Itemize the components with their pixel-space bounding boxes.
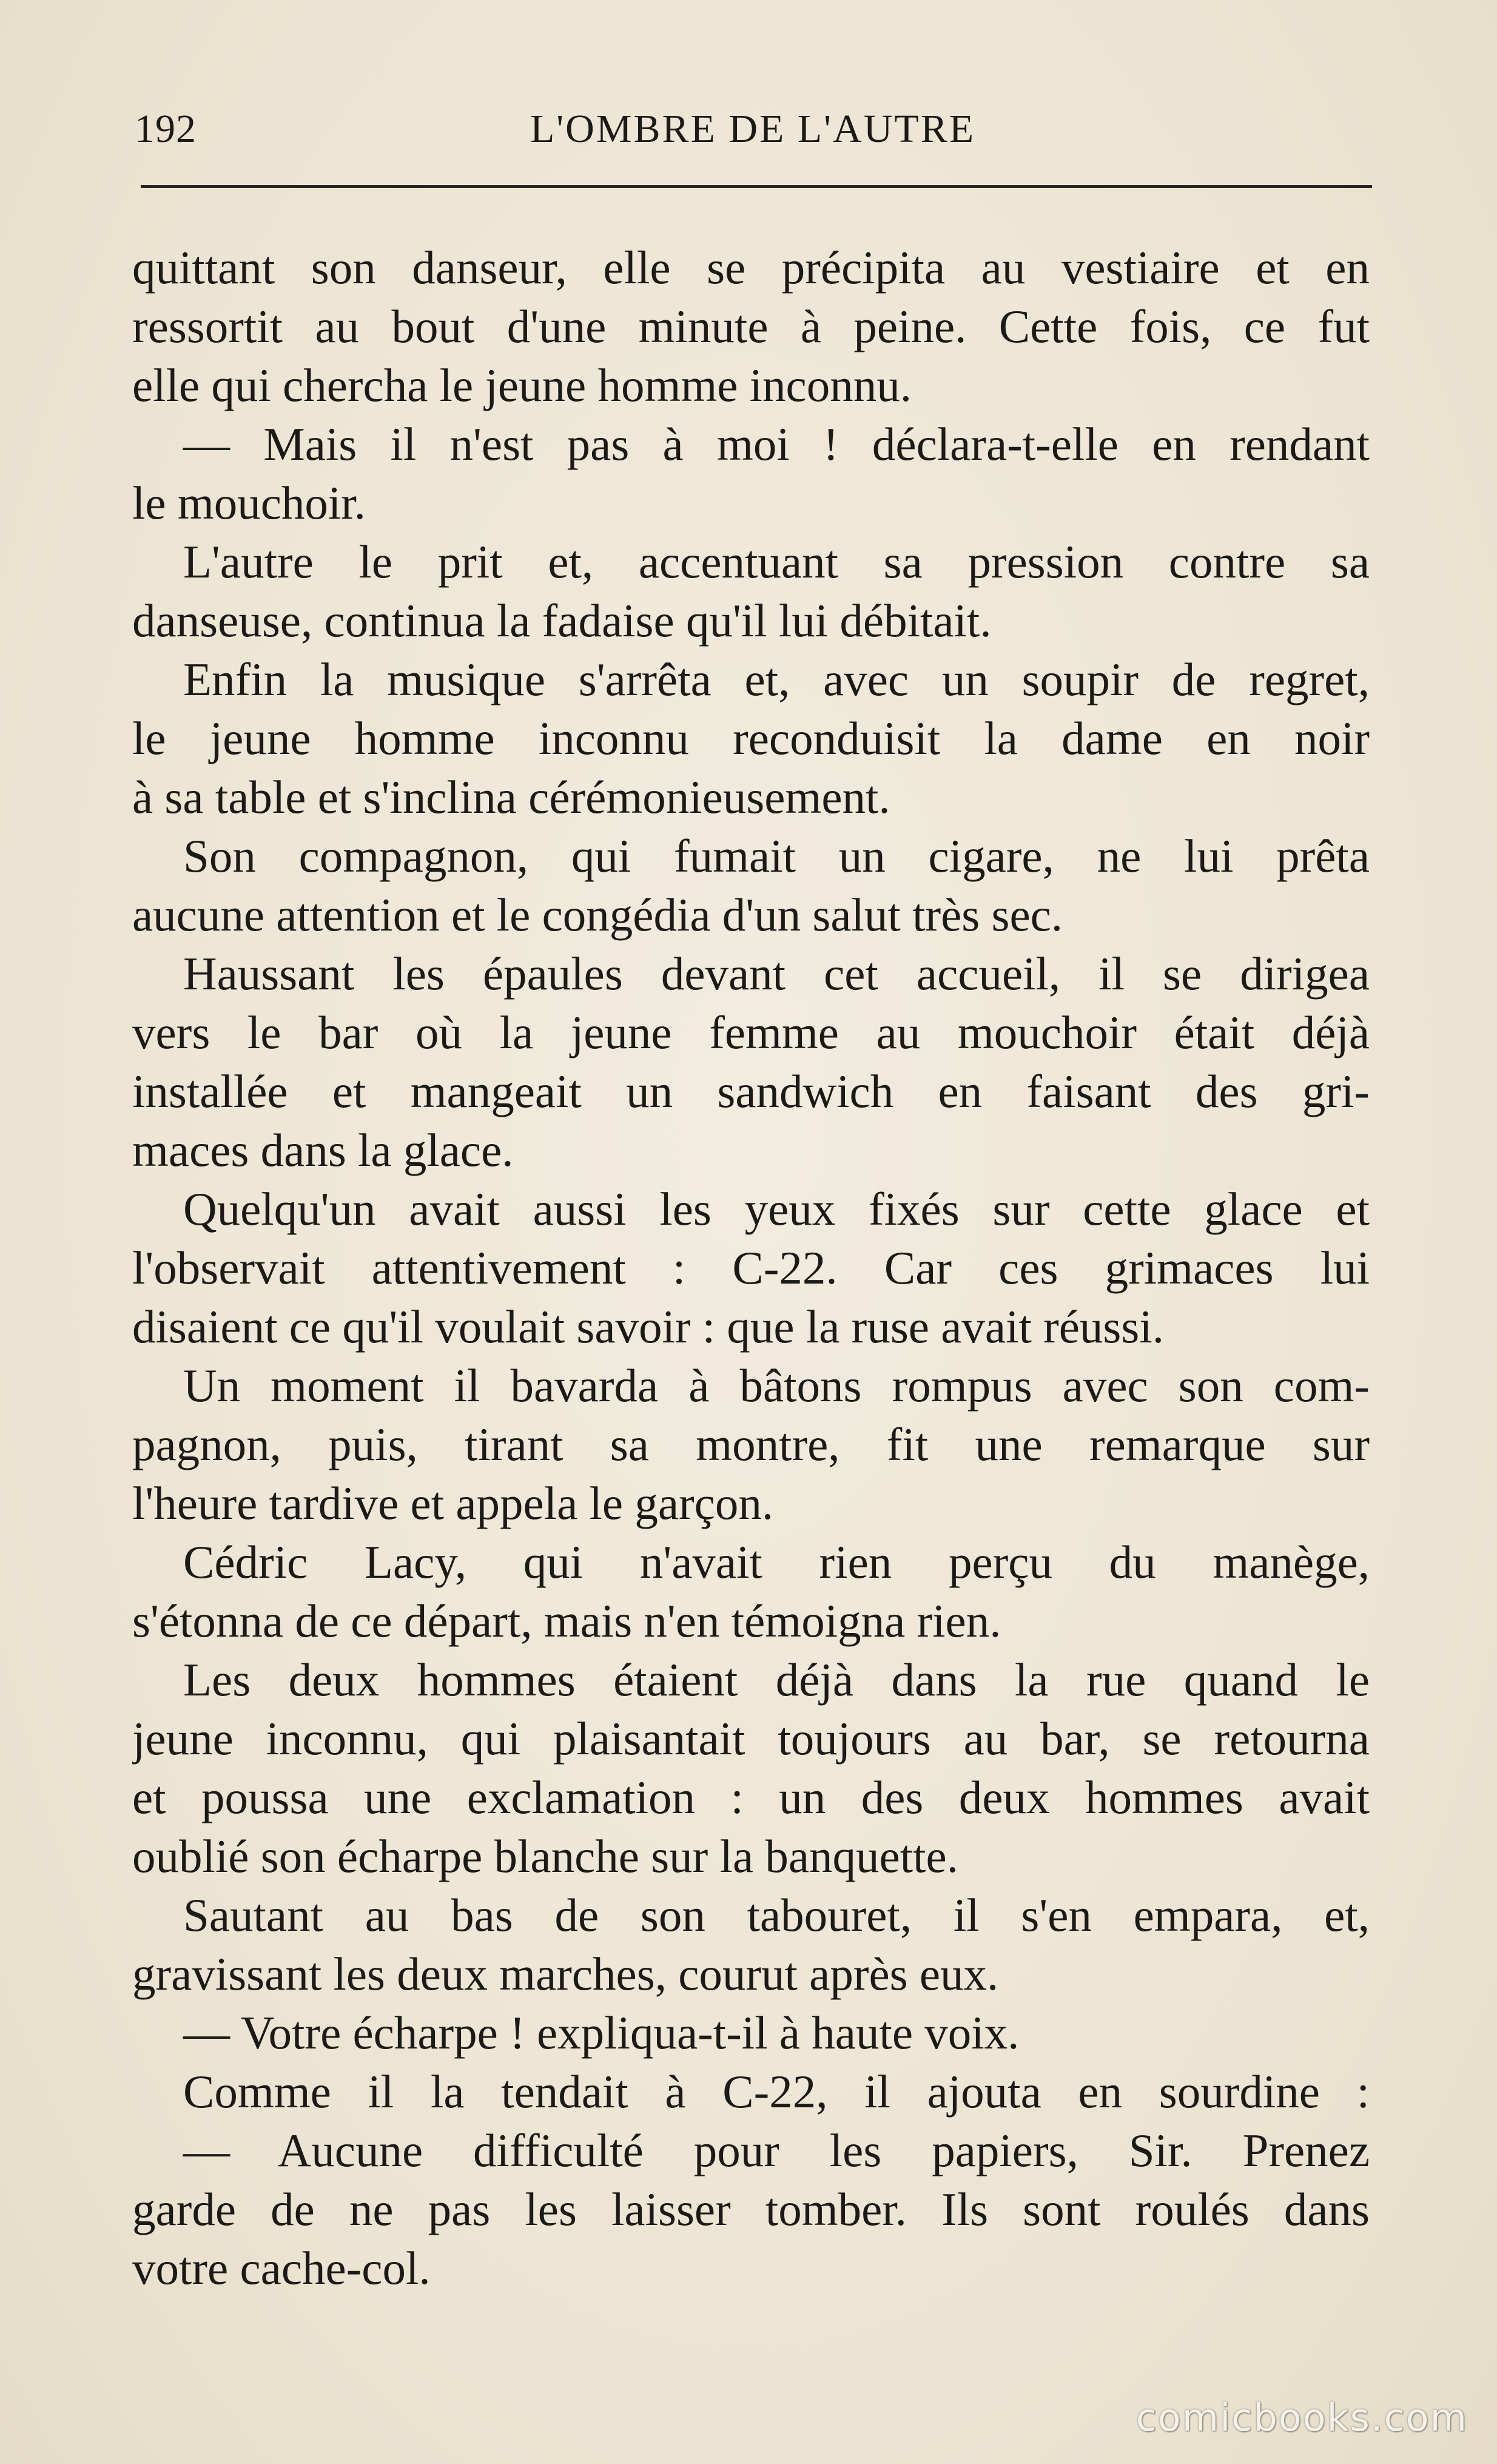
text-line: maces dans la glace. <box>132 1124 514 1176</box>
text-line: danseuse, continua la fadaise qu'il lui débitait. <box>132 594 992 647</box>
text-line: Son compagnon, qui fumait un cigare, ne lui prêta <box>183 830 1370 882</box>
text-line: garde de ne pas les laisser tomber. Ils sont roulés dans <box>132 2183 1370 2235</box>
text-line: Cédric Lacy, qui n'avait rien perçu du manège, <box>183 1536 1370 1588</box>
text-line: installée et mangeait un sandwich en faisant des gri- <box>132 1065 1370 1117</box>
text-line: elle qui chercha le jeune homme inconnu. <box>132 359 912 411</box>
text-line: Sautant au bas de son tabouret, il s'en empara, et, <box>183 1889 1370 1941</box>
text-line: ressortit au bout d'une minute à peine. Cette fois, ce fut <box>132 300 1370 352</box>
text-line: jeune inconnu, qui plaisantait toujours au bar, se retourna <box>132 1712 1370 1765</box>
text-line: l'heure tardive et appela le garçon. <box>132 1477 774 1529</box>
text-line: votre cache-col. <box>132 2242 431 2294</box>
text-line: disaient ce qu'il voulait savoir : que la ruse avait réussi. <box>132 1301 1164 1353</box>
text-line: l'observait attentivement : C-22. Car ces grimaces lui <box>132 1242 1370 1294</box>
text-line: Quelqu'un avait aussi les yeux fixés sur cette glace et <box>183 1183 1370 1235</box>
text-line: pagnon, puis, tirant sa montre, fit une remarque sur <box>132 1418 1370 1470</box>
body-text <box>132 238 1370 2298</box>
text-line: Les deux hommes étaient déjà dans la rue quand le <box>183 1654 1370 1706</box>
watermark: comicbooks.com <box>1135 2395 1468 2440</box>
text-line: Un moment il bavarda à bâtons rompus avec son com- <box>183 1359 1370 1412</box>
text-line: et poussa une exclamation : un des deux hommes avait <box>132 1771 1370 1823</box>
text-line: aucune attention et le congédia d'un salut très sec. <box>132 889 1063 941</box>
text-line: — Votre écharpe ! expliqua-t-il à haute voix. <box>183 2007 1020 2059</box>
text-line: L'autre le prit et, accentuant sa pression contre sa <box>183 536 1370 588</box>
page-number: 192 <box>135 107 197 151</box>
text-line: le jeune homme inconnu reconduisit la dame en noir <box>132 712 1370 764</box>
text-line: s'étonna de ce départ, mais n'en témoigna rien. <box>132 1595 1001 1647</box>
text-line: Enfin la musique s'arrêta et, avec un soupir de regret, <box>183 653 1370 705</box>
text-line: Comme il la tendait à C-22, il ajouta en sourdine : <box>183 2065 1370 2118</box>
text-line: le mouchoir. <box>132 477 366 529</box>
text-line: vers le bar où la jeune femme au mouchoir était déjà <box>132 1006 1370 1059</box>
text-line: oublié son écharpe blanche sur la banquette. <box>132 1830 958 1882</box>
text-line: quittant son danseur, elle se précipita au vestiaire et en <box>132 241 1370 294</box>
text-line: — Mais il n'est pas à moi ! déclara-t-elle en rendant <box>183 418 1370 470</box>
text-line: gravissant les deux marches, courut après eux. <box>132 1948 999 2000</box>
page-header <box>135 106 1371 161</box>
running-title: L'OMBRE DE L'AUTRE <box>530 107 976 151</box>
text-line: — Aucune difficulté pour les papiers, Sir. Prenez <box>183 2124 1370 2176</box>
header-rule <box>141 185 1372 188</box>
text-line: Haussant les épaules devant cet accueil, il se dirigea <box>183 948 1370 1000</box>
text-line: à sa table et s'inclina cérémonieusement. <box>132 771 890 823</box>
